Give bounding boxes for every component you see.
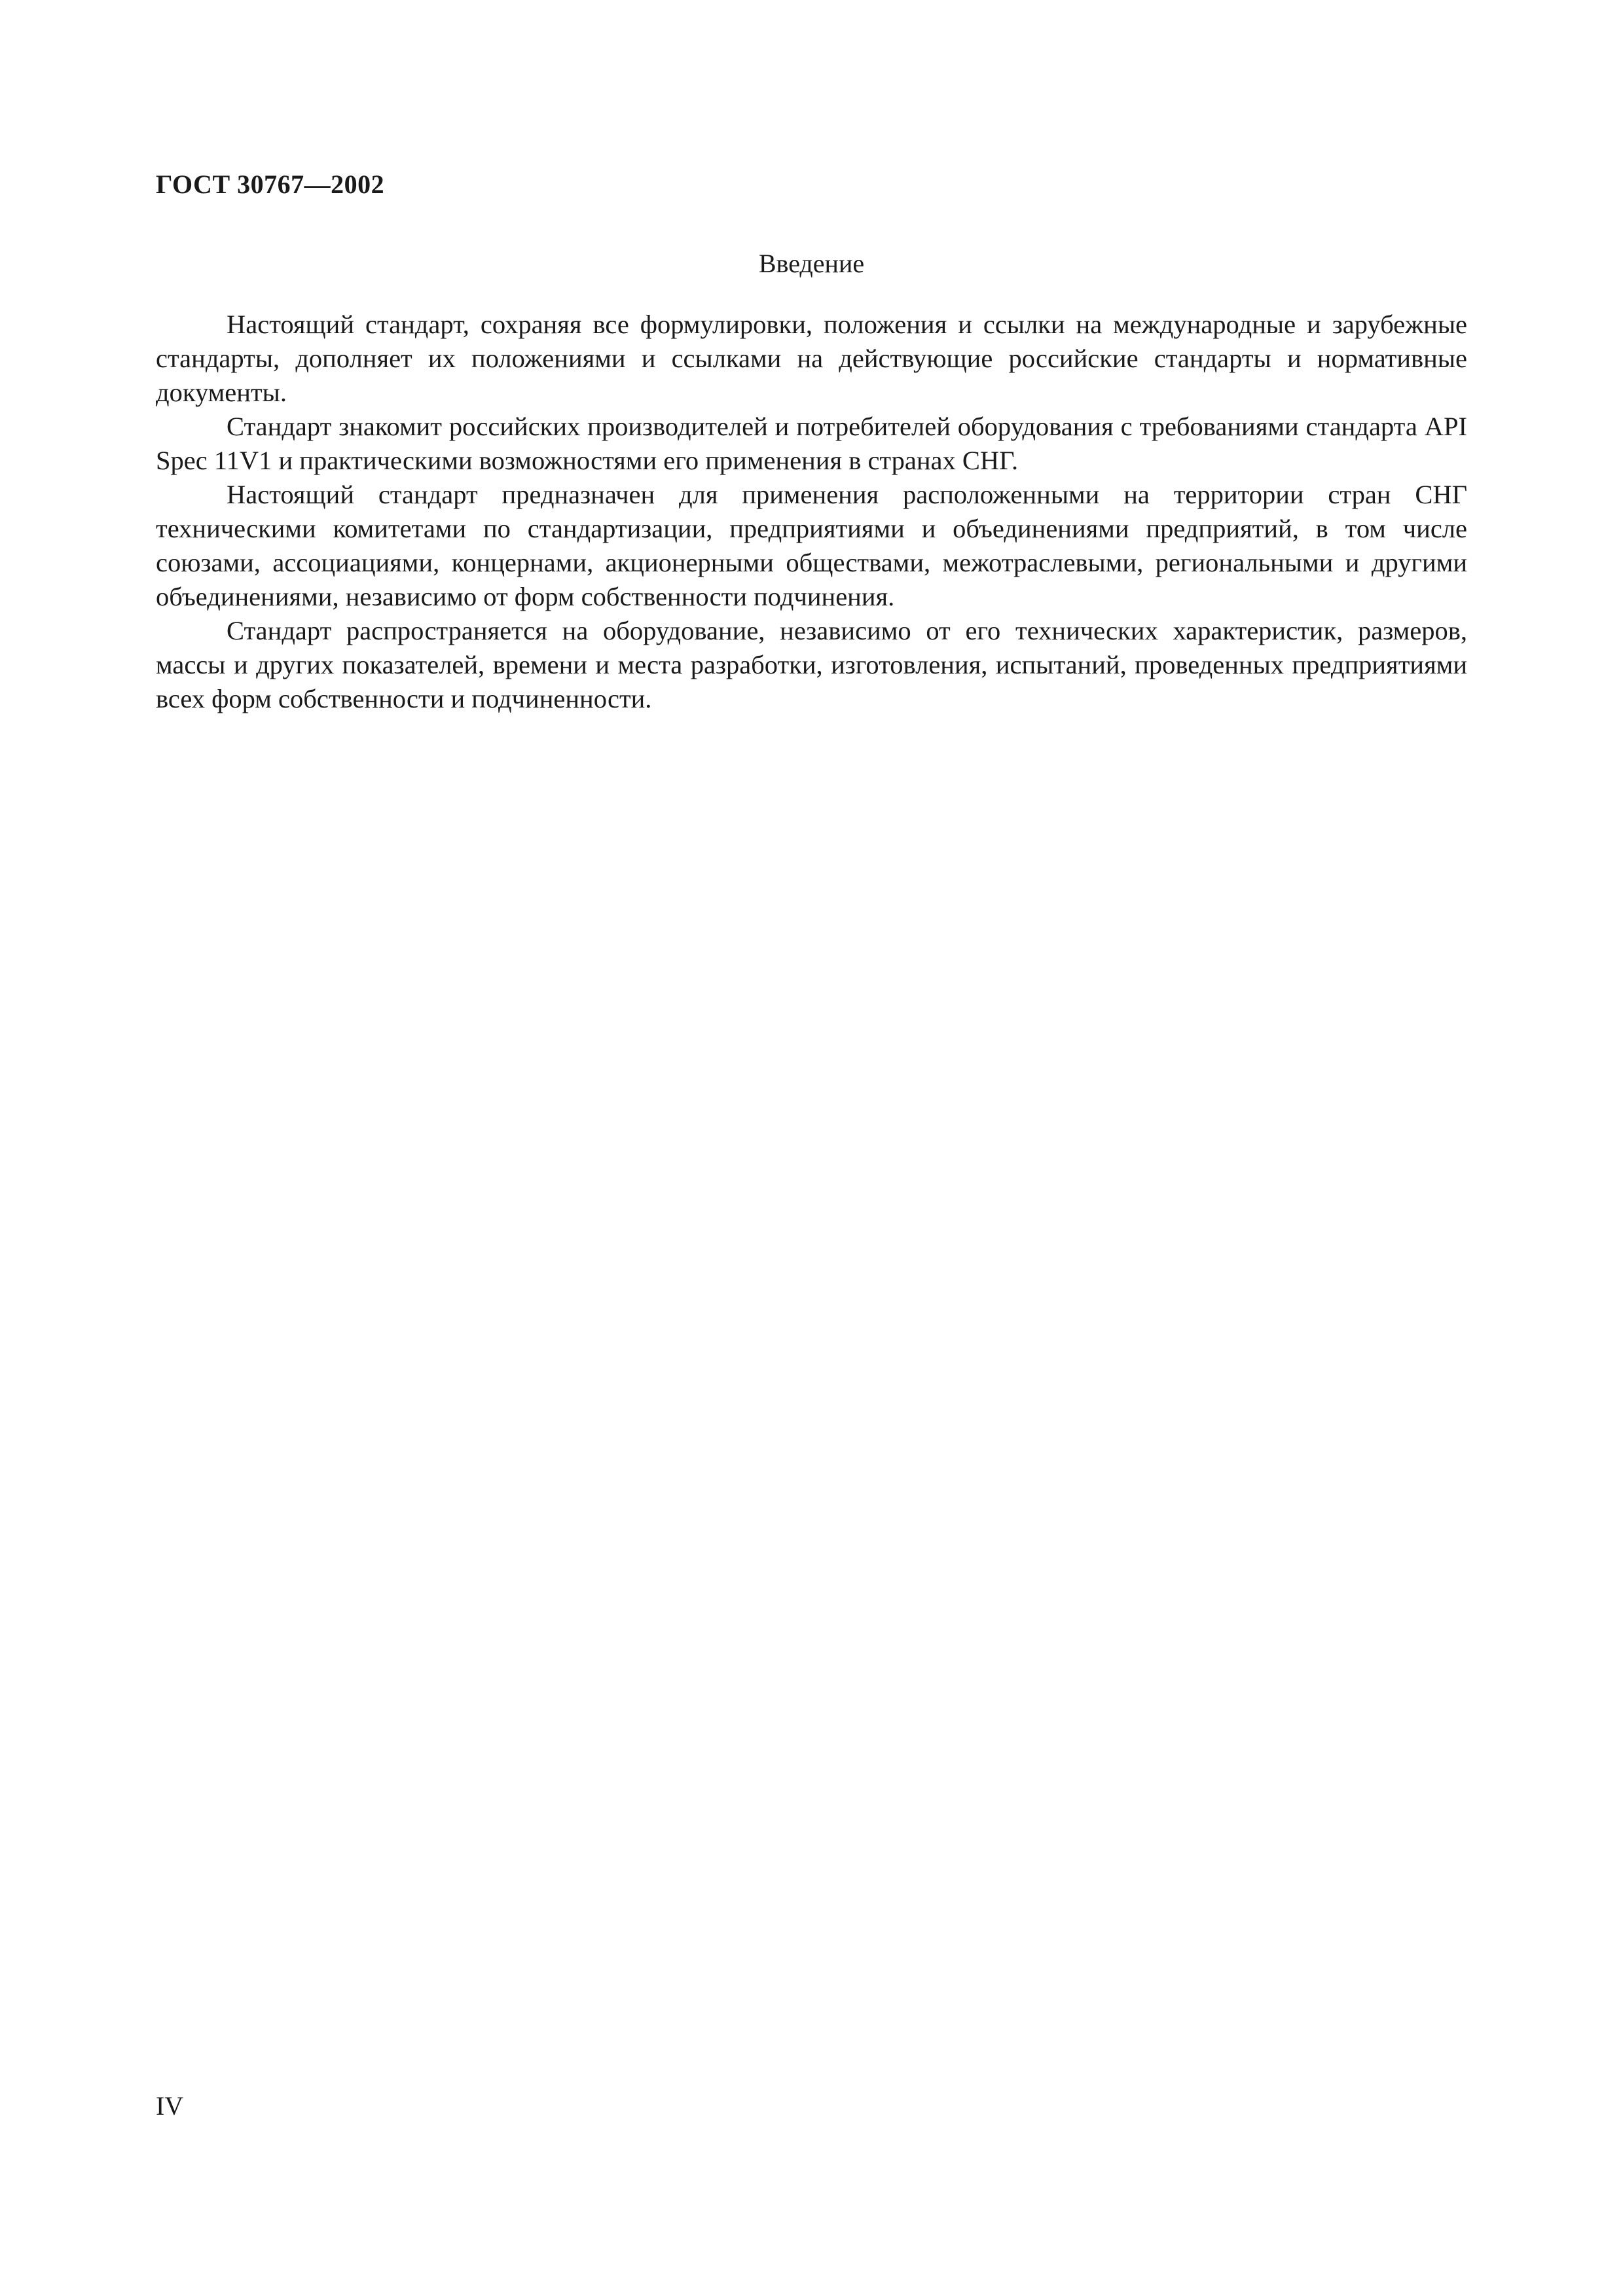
paragraph: Стандарт знакомит российских производителей и потребителей оборудования с требованиями стандарта API Spec 11V1 и практическими возможностями его применения в странах СНГ. (156, 412, 1467, 475)
section-title: Введение (758, 249, 865, 278)
paragraph: Стандарт распространяется на оборудование, независимо от его технических характеристик, размеров, массы и других показателей, времени и места разработки, изготовления, испытаний, проведенных предприятиями всех форм собственности и подчиненности. (156, 616, 1467, 713)
introduction-body (156, 308, 1467, 716)
paragraph: Настоящий стандарт, сохраняя все формулировки, положения и ссылки на международные и зарубежные стандарты, дополняет их положениями и ссылками на действующие российские стандарты и нормативные документы. (156, 310, 1467, 407)
paragraph: Настоящий стандарт предназначен для применения расположенными на территории стран СНГ техническими комитетами по стандартизации, предприятиями и объединениями предприятий, в том числе союзами, ассоциациями, концернами, акционерными обществами, межотраслевыми, региональными и другими объединениями, независимо от форм собственности подчинения. (156, 480, 1467, 611)
standard-designation: ГОСТ 30767—2002 (156, 170, 385, 199)
page-number: IV (156, 2091, 184, 2121)
